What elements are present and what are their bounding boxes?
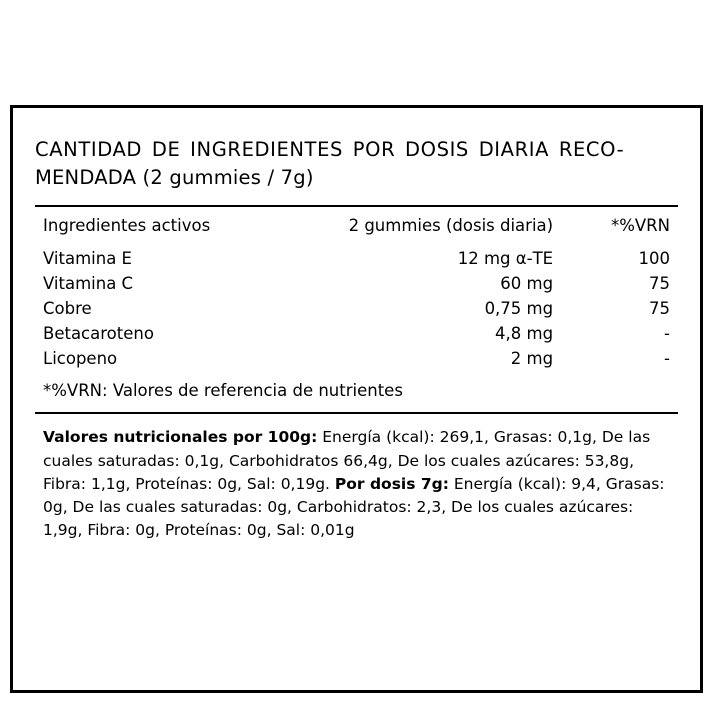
cell-ingredient-amount: 0,75 mg <box>484 299 554 319</box>
header-ingredients: Ingredientes activos <box>43 216 211 236</box>
cell-ingredient-vrn: - <box>664 324 670 344</box>
table-row <box>35 246 678 271</box>
vrn-footnote: *%VRN: Valores de referencia de nutrientes <box>43 381 403 401</box>
cell-ingredient-name: Vitamina E <box>43 249 132 269</box>
cell-ingredient-name: Cobre <box>43 299 92 319</box>
cell-ingredient-name: Licopeno <box>43 349 118 369</box>
page-title <box>35 136 678 191</box>
table-body <box>35 246 678 371</box>
cell-ingredient-amount: 12 mg α-TE <box>457 249 554 269</box>
cell-ingredient-vrn: 100 <box>638 249 670 269</box>
cell-ingredient-amount: 60 mg <box>500 274 554 294</box>
cell-ingredient-vrn: 75 <box>649 274 670 294</box>
page-title-line-1: CANTIDAD DE INGREDIENTES POR DOSIS DIARIA RECO- <box>35 138 625 161</box>
table-row <box>35 296 678 321</box>
cell-ingredient-name: Betacaroteno <box>43 324 154 344</box>
nutrition-label-100g: Valores nutricionales por 100g: <box>43 428 318 447</box>
cell-ingredient-amount: 2 mg <box>510 349 554 369</box>
table-header <box>35 207 678 246</box>
cell-ingredient-amount: 4,8 mg <box>495 324 554 344</box>
nutrition-text-dose: Energía (kcal): 9,4, Grasas: 0g, De las cuales saturadas: 0g, Carbohidratos: 2,3, De los cuales azúcares: 1,9g, Fibra: 0g, Proteínas: 0g, Sal: 0,01g <box>43 474 665 540</box>
table-row <box>35 346 678 371</box>
nutrition-label-dose: Por dosis 7g: <box>334 474 449 493</box>
header-amount: 2 gummies (dosis diaria) <box>348 216 554 236</box>
cell-ingredient-name: Vitamina C <box>43 274 134 294</box>
nutrition-panel <box>10 105 703 693</box>
ingredients-table <box>35 207 678 371</box>
nutrition-text-100g: Energía (kcal): 269,1, Grasas: 0,1g, De las cuales saturadas: 0,1g, Carbohidratos 66,4g, De los cuales azúcares: 53,8g, Fibra: 1,1g, Proteínas: 0g, Sal: 0,19g. <box>43 428 651 493</box>
table-row <box>35 321 678 346</box>
cell-ingredient-vrn: - <box>664 349 670 369</box>
nutrition-values-block <box>35 414 678 542</box>
cell-ingredient-vrn: 75 <box>649 299 670 319</box>
page-title-line-2: MENDADA (2 gummies / 7g) <box>35 165 314 189</box>
header-vrn: *%VRN <box>610 216 670 236</box>
table-header-row <box>35 207 678 246</box>
table-row <box>35 271 678 296</box>
